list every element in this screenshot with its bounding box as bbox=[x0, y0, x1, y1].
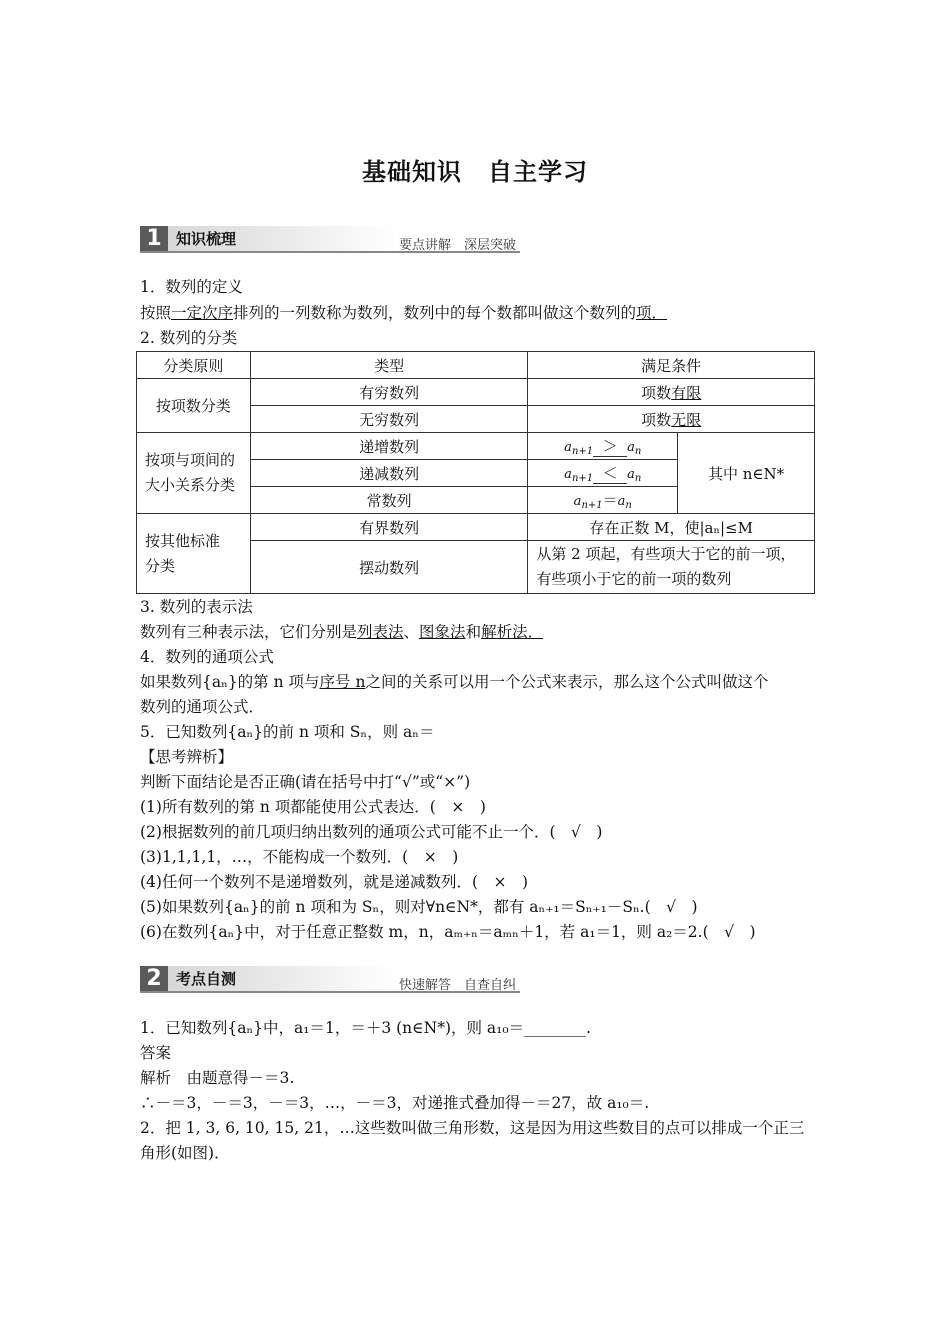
cond-infinite-key: 无限 bbox=[671, 410, 702, 429]
group-by-size: 按项与项间的大小关系分类 bbox=[137, 433, 251, 514]
section-subtitle: 要点讲解 深层突破 bbox=[398, 238, 516, 253]
def-underline-order: 一定次序 bbox=[171, 304, 234, 322]
section-label: 考点自测 bbox=[176, 970, 237, 988]
think-heading: 【思考辨析】 bbox=[140, 748, 234, 766]
type-finite: 有穷数列 bbox=[250, 379, 528, 406]
cls-heading: 2. 数列的分类 bbox=[140, 329, 238, 347]
section-label: 知识梳理 bbox=[176, 230, 237, 248]
section-number: 1 bbox=[140, 226, 168, 252]
math-a: a bbox=[564, 467, 572, 482]
formula-heading: 4．数列的通项公式 bbox=[140, 648, 274, 666]
cond-note: 其中 n∈N* bbox=[678, 433, 815, 514]
table-row bbox=[137, 433, 815, 460]
analysis: 解析 由题意得－＝3. bbox=[140, 1069, 295, 1087]
def-mid: 排列的一列数称为数列，数列中的每个数都叫做这个数列的 bbox=[233, 304, 637, 322]
type-increasing: 递增数列 bbox=[250, 433, 528, 460]
def-underline-term: 项． bbox=[636, 304, 668, 322]
think-item-3: (3)1,1,1,1，…，不能构成一个数列．( × ) bbox=[140, 848, 459, 866]
cond-increasing-symbol: ＞ bbox=[593, 435, 627, 457]
rep-formula-method: 解析法． bbox=[481, 623, 544, 641]
item-5: 5．已知数列{aₙ}的前 n 项和 Sₙ，则 aₙ＝ bbox=[140, 723, 435, 741]
cond-infinite bbox=[528, 406, 815, 433]
section-number: 2 bbox=[140, 966, 168, 992]
rep-table-method: 列表法 bbox=[357, 623, 404, 641]
math-eq: ＝ bbox=[602, 491, 618, 509]
think-item-5: (5)如果数列{aₙ}的前 n 项和为 Sₙ，则对∀n∈N*，都有 aₙ₊₁＝Sₙ₊₁－Sₙ.( √ ) bbox=[140, 898, 698, 916]
exercise-2-line-1: 2．把 1, 3, 6, 10, 15, 21，…这些数叫做三角形数，这是因为用这些数目的点可以排成一个正三 bbox=[140, 1119, 805, 1137]
type-constant: 常数列 bbox=[250, 487, 528, 514]
math-a: a bbox=[573, 494, 582, 509]
exercise-1: 1．已知数列{aₙ}中，a₁＝1，＝＋3 (n∈N*)，则 a₁₀＝________. bbox=[140, 1019, 592, 1037]
exercise-2-line-2: 角形(如图)． bbox=[140, 1144, 230, 1162]
cond-decreasing-symbol: ＜ bbox=[593, 462, 627, 484]
math-a: a bbox=[617, 494, 626, 509]
think-item-6: (6)在数列{aₙ}中，对于任意正整数 m，n，aₘ₊ₙ＝aₘₙ＋1，若 a₁＝1，则 a₂＝2.( √ ) bbox=[140, 923, 756, 941]
table-row bbox=[137, 379, 815, 406]
header-type: 类型 bbox=[250, 352, 528, 379]
type-infinite: 无穷数列 bbox=[250, 406, 528, 433]
section-header-selftest bbox=[140, 966, 520, 994]
cond-finite-pre: 项数 bbox=[641, 383, 672, 402]
header-condition: 满足条件 bbox=[528, 352, 815, 379]
rep-graph-method: 图象法 bbox=[419, 623, 466, 641]
type-bounded: 有界数列 bbox=[250, 514, 528, 541]
cond-bounded: 存在正数 M，使|aₙ|≤M bbox=[528, 514, 815, 541]
math-sub: n+1 bbox=[581, 500, 603, 511]
cond-oscillating: 从第 2 项起，有些项大于它的前一项，有些项小于它的前一项的数列 bbox=[528, 541, 815, 594]
page-title bbox=[0, 152, 950, 187]
math-sub: n bbox=[625, 500, 632, 511]
think-item-4: (4)任何一个数列不是递增数列，就是递减数列．( × ) bbox=[140, 873, 529, 891]
think-item-1: (1)所有数列的第 n 项都能使用公式表达．( × ) bbox=[140, 798, 486, 816]
cond-increasing bbox=[528, 433, 678, 460]
rep-text bbox=[140, 620, 543, 642]
table-row bbox=[137, 514, 815, 541]
rep-sep: 、 bbox=[403, 623, 420, 641]
header-principle: 分类原则 bbox=[137, 352, 251, 379]
math-a: a bbox=[564, 440, 572, 455]
cond-infinite-pre: 项数 bbox=[641, 410, 672, 429]
math-sub: n bbox=[634, 446, 642, 457]
rep-pre: 数列有三种表示法，它们分别是 bbox=[140, 623, 358, 641]
math-sub: n+1 bbox=[571, 446, 594, 457]
def-text bbox=[140, 301, 667, 323]
section-header-knowledge bbox=[140, 226, 520, 254]
group-by-count: 按项数分类 bbox=[137, 379, 251, 433]
formula-underline: 序号 n bbox=[319, 673, 366, 691]
def-heading: 1．数列的定义 bbox=[140, 278, 243, 296]
answer-label: 答案 bbox=[140, 1044, 172, 1062]
cond-decreasing bbox=[528, 460, 678, 487]
rep-sep: 和 bbox=[465, 623, 482, 641]
title-part-2: 自主学习 bbox=[488, 158, 588, 186]
think-item-2: (2)根据数列的前几项归纳出数列的通项公式可能不止一个．( √ ) bbox=[140, 823, 603, 841]
def-pre: 按照 bbox=[140, 304, 172, 322]
section-label-bar bbox=[168, 966, 396, 992]
formula-pre: 如果数列{aₙ}的第 n 项与 bbox=[140, 673, 320, 691]
think-intro: 判断下面结论是否正确(请在括号中打“√”或“×”) bbox=[140, 773, 471, 791]
formula-post: 之间的关系可以用一个公式来表示，那么这个公式叫做这个 bbox=[365, 673, 769, 691]
classification-table bbox=[136, 351, 815, 594]
type-oscillating: 摆动数列 bbox=[250, 541, 528, 594]
therefore-line: ∴－＝3，－＝3，－＝3，…，－＝3，对递推式叠加得－＝27，故 a₁₀＝. bbox=[140, 1094, 650, 1112]
math-a: a bbox=[627, 467, 635, 482]
cond-finite bbox=[528, 379, 815, 406]
formula-line-1 bbox=[140, 670, 768, 692]
title-part-1: 基础知识 bbox=[362, 158, 462, 186]
formula-line-2: 数列的通项公式． bbox=[140, 698, 265, 716]
math-sub: n+1 bbox=[571, 473, 594, 484]
rep-heading: 3. 数列的表示法 bbox=[140, 598, 253, 616]
section-label-bar bbox=[168, 226, 396, 252]
math-sub: n bbox=[634, 473, 642, 484]
cond-finite-key: 有限 bbox=[671, 383, 702, 402]
math-a: a bbox=[627, 440, 635, 455]
cond-constant bbox=[528, 487, 678, 514]
section-subtitle: 快速解答 自查自纠 bbox=[398, 978, 516, 993]
table-header-row bbox=[137, 352, 815, 379]
group-other: 按其他标准分类 bbox=[137, 514, 251, 594]
type-decreasing: 递减数列 bbox=[250, 460, 528, 487]
